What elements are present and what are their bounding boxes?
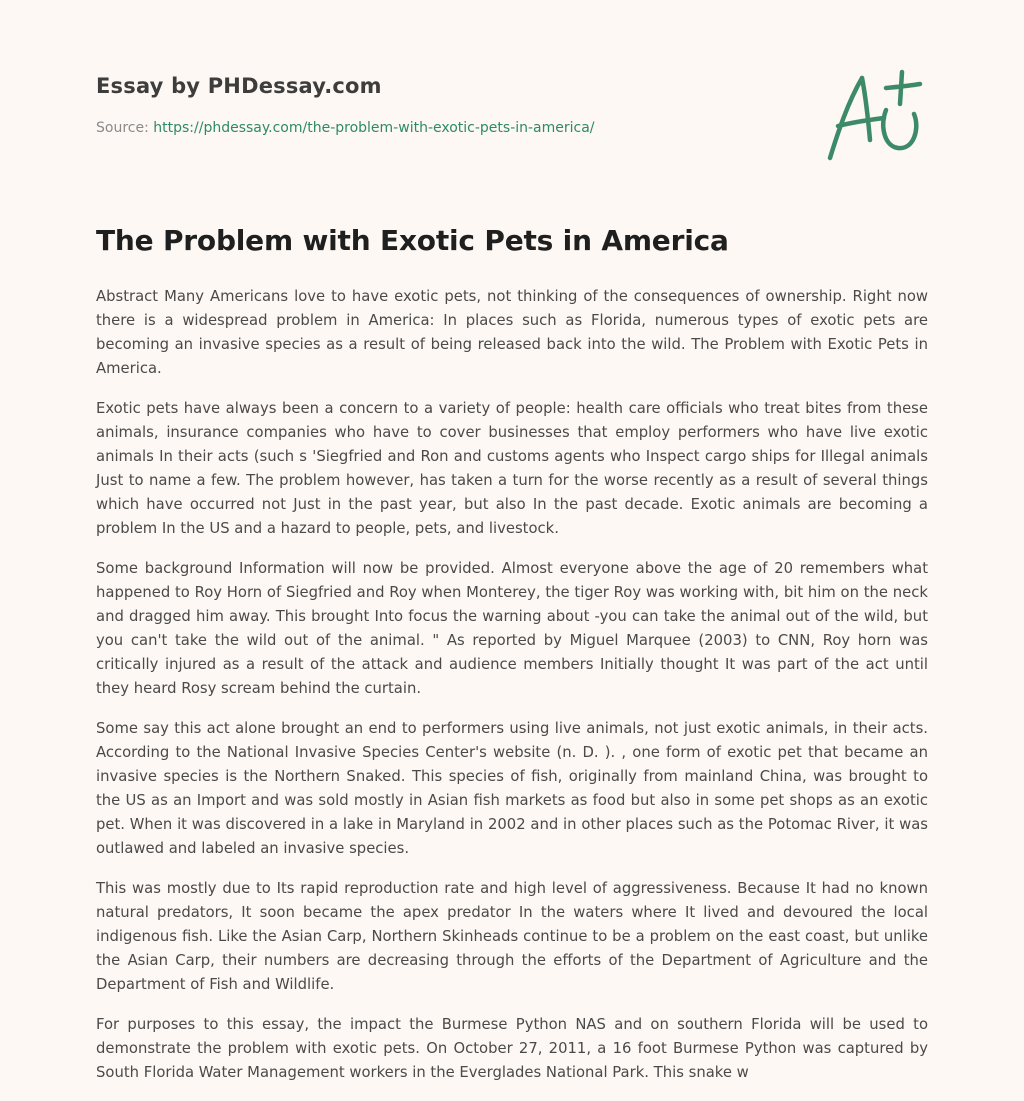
essay-paragraph: Some background Information will now be provided. Almost everyone above the age of 20 remembers what happened to Roy Horn of Siegfried and Roy when Monterey, the tiger Roy was working with, bit him on the neck and dragged him away. This brought Into focus the warning about -you can take the animal out of the wild, but you can't take the wild out of the animal. " As reported by Miguel Marquee (2003) to CNN, Roy horn was critically injured as a result of the attack and audience members Initially thought It was part of the act until they heard Rosy scream behind the curtain. xyxy=(96,560,928,697)
essay-paragraph: Abstract Many Americans love to have exotic pets, not thinking of the consequences of ownership. Right now there is a widespread problem in America: In places such as Florida, numerous types of exotic pets are becoming an invasive species as a result of being released back into the wild. The Problem with Exotic Pets in America. xyxy=(96,288,928,377)
site-brand: Essay by PHDessay.com xyxy=(96,74,382,98)
essay-paragraph: Some say this act alone brought an end to performers using live animals, not just exotic animals, in their acts. According to the National Invasive Species Center's website (n. D. ). , one form of exotic pet that became an invasive species is the Northern Snaked. This species of fish, originally from mainland China, was brought to the US as an Import and was sold mostly in Asian fish markets as food but also in some pet shops as an exotic pet. When it was discovered in a lake in Maryland in 2002 and in other places such as the Potomac River, it was outlawed and labeled an invasive species. xyxy=(96,720,928,857)
essay-title: The Problem with Exotic Pets in America xyxy=(96,224,729,257)
essay-paragraph: Exotic pets have always been a concern to a variety of people: health care officials who treat bites from these animals, insurance companies who have to cover businesses that employ performers who have live exotic animals In their acts (such s 'Siegfried and Ron and customs agents who Inspect cargo ships for Illegal animals Just to name a few. The problem however, has taken a turn for the worse recently as a result of several things which have occurred not Just in the past year, but also In the past decade. Exotic animals are becoming a problem In the US and a hazard to people, pets, and livestock. xyxy=(96,400,928,537)
source-link[interactable]: https://phdessay.com/the-problem-with-exotic-pets-in-america/ xyxy=(153,120,595,136)
source-line xyxy=(96,120,796,136)
page-header xyxy=(96,74,796,136)
source-label: Source: xyxy=(96,120,149,136)
essay-paragraph: This was mostly due to Its rapid reproduction rate and high level of aggressiveness. Because It had no known natural predators, It soon became the apex predator In the waters where It lived and devoured the local indigenous fish. Like the Asian Carp, Northern Skinheads continue to be a problem on the east coast, but unlike the Asian Carp, their numbers are decreasing through the efforts of the Department of Agriculture and the Department of Fish and Wildlife. xyxy=(96,880,928,993)
essay-body xyxy=(96,285,928,1101)
a-plus-grade-icon xyxy=(820,66,930,166)
essay-paragraph: For purposes to this essay, the impact the Burmese Python NAS and on southern Florida will be used to demonstrate the problem with exotic pets. On October 27, 2011, a 16 foot Burmese Python was captured by South Florida Water Management workers in the Everglades National Park. This snake w xyxy=(96,1016,928,1081)
